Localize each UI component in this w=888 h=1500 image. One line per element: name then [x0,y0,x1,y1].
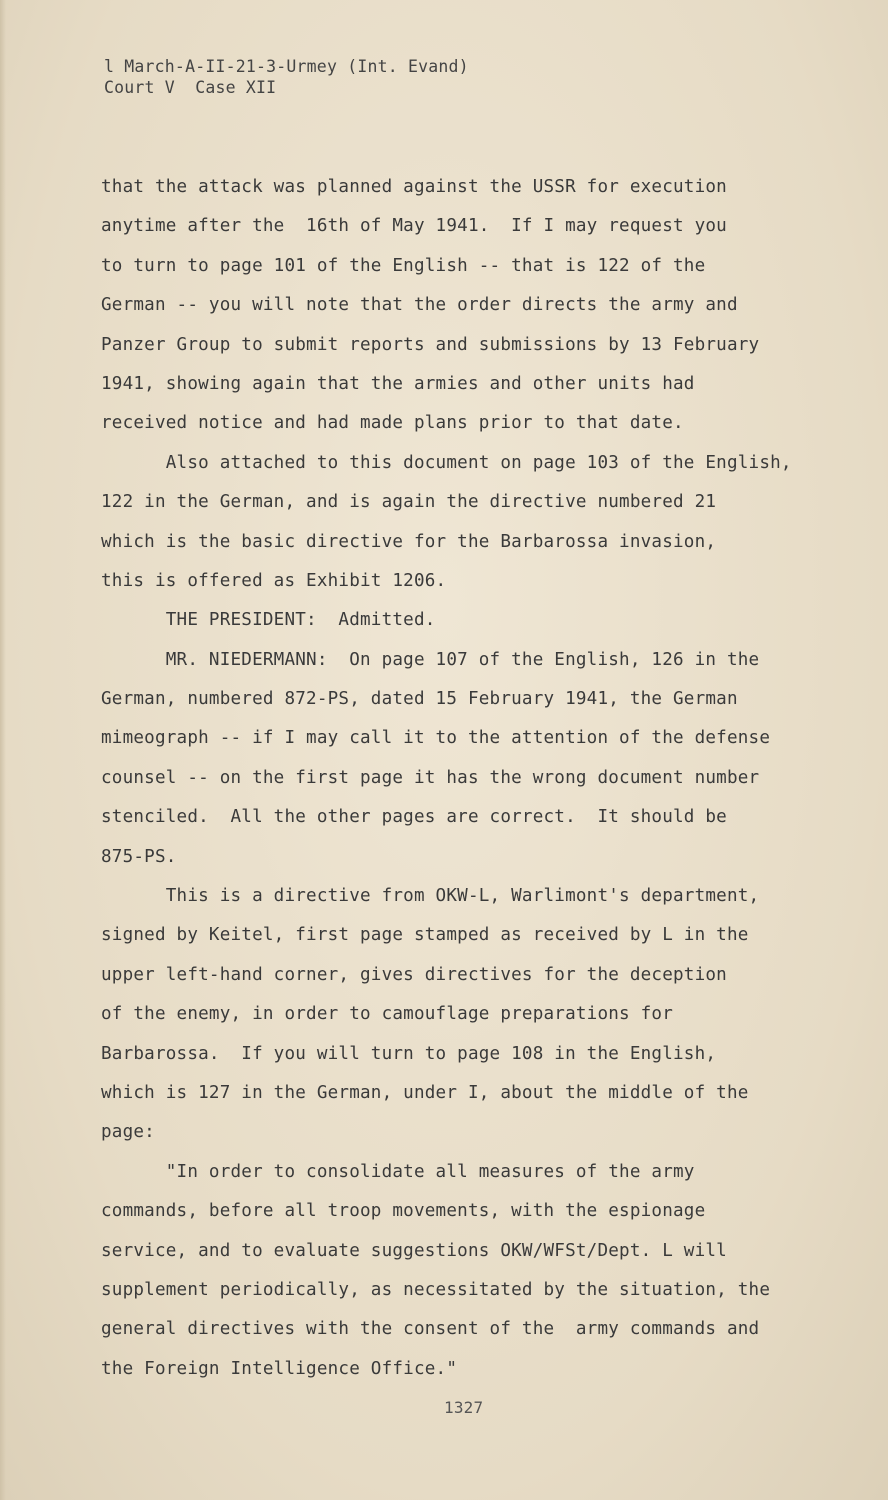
text-line: which is 127 in the German, under I, about the middle of the [101,1082,749,1103]
text-line: which is the basic directive for the Barbarossa invasion, [101,531,717,552]
text-line: mimeograph -- if I may call it to the attention of the defense [101,728,771,749]
text-line: signed by Keitel, first page stamped as received by L in the [101,925,749,946]
text-line: anytime after the 16th of May 1941. If I may request you [101,216,727,237]
text-line: MR. NIEDERMANN: On page 107 of the English, 126 in the [101,649,760,670]
text-line: Panzer Group to submit reports and submissions by 13 February [101,334,760,355]
text-line: general directives with the consent of the army commands and [101,1319,760,1340]
text-line: upper left-hand corner, gives directives for the deception [101,964,727,985]
text-line: the Foreign Intelligence Office." [101,1358,458,1379]
text-line: stenciled. All the other pages are correct. It should be [101,807,727,828]
page-number: 1327 [444,1398,484,1417]
text-line: service, and to evaluate suggestions OKW/WFSt/Dept. L will [101,1240,727,1261]
text-line: 1941, showing again that the armies and other units had [101,373,695,394]
text-line: supplement periodically, as necessitated by the situation, the [101,1279,771,1300]
document-header [104,56,469,98]
text-line: German -- you will note that the order directs the army and [101,295,738,316]
text-line: received notice and had made plans prior to that date. [101,413,684,434]
text-line: counsel -- on the first page it has the wrong document number [101,767,760,788]
text-line: THE PRESIDENT: Admitted. [101,610,436,631]
text-line: This is a directive from OKW-L, Warlimont's department, [101,886,760,907]
text-line: to turn to page 101 of the English -- that is 122 of the [101,255,706,276]
text-line: Barbarossa. If you will turn to page 108 in the English, [101,1043,717,1064]
document-body [101,172,841,1393]
text-line: Also attached to this document on page 103 of the English, [101,452,792,473]
text-line: 875-PS. [101,846,177,867]
text-line: this is offered as Exhibit 1206. [101,570,447,591]
header-reference-line: l March-A-II-21-3-Urmey (Int. Evand) [104,57,469,76]
text-line: commands, before all troop movements, with the espionage [101,1201,706,1222]
text-line: German, numbered 872-PS, dated 15 February 1941, the German [101,689,738,710]
text-line: "In order to consolidate all measures of the army [101,1161,695,1182]
text-line: page: [101,1122,155,1143]
text-line: 122 in the German, and is again the directive numbered 21 [101,492,717,513]
text-line: that the attack was planned against the USSR for execution [101,177,727,197]
text-line: of the enemy, in order to camouflage preparations for [101,1004,673,1025]
header-court-line: Court V Case XII [104,78,277,97]
